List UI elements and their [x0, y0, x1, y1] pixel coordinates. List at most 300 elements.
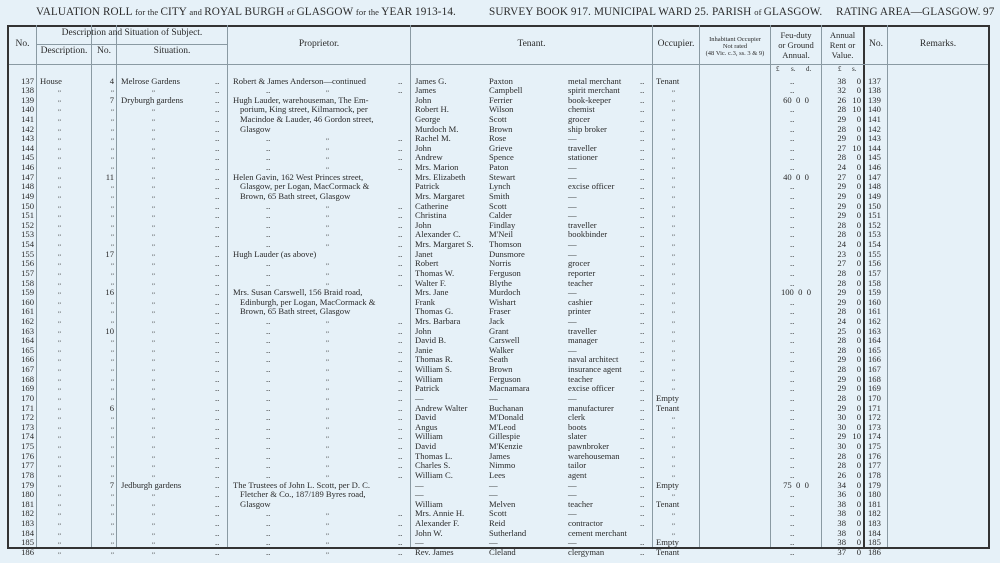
- tenant-first-name: —: [415, 489, 424, 500]
- proprietor-line: Hugh Lauder, warehouseman, The Em-: [233, 94, 369, 105]
- rent-pounds: 24: [837, 239, 846, 250]
- subject-number: 7: [109, 94, 114, 105]
- situation: ,,: [152, 337, 155, 344]
- row-number: 168: [21, 373, 34, 384]
- situation-dots: ..: [215, 152, 220, 163]
- tenant-surname: Ferrier: [489, 94, 513, 105]
- row-number: 155: [21, 248, 34, 259]
- occupation-dots: ..: [640, 229, 645, 240]
- tenant-occupation: book-keeper: [568, 94, 611, 105]
- tenant-first-name: David: [415, 441, 437, 452]
- tenant-surname: M'Kenzie: [489, 441, 523, 452]
- situation-dots: ..: [215, 287, 220, 298]
- rent-pounds: 38: [837, 537, 846, 548]
- rent-line-2: Rent or: [829, 40, 856, 50]
- feu-duty-dots: ..: [790, 258, 795, 269]
- situation-dots: ..: [215, 402, 220, 413]
- situation: ,,: [152, 433, 155, 440]
- tenant-occupation: —: [568, 171, 577, 182]
- subject-number: ,,: [111, 337, 114, 344]
- tenant-surname: Wishart: [489, 296, 516, 307]
- col-desc-group: Description and Situation of Subject.: [61, 28, 203, 38]
- tenant-first-name: Patrick: [415, 383, 440, 394]
- row-number: 163: [21, 325, 34, 336]
- subject-number: ,,: [111, 318, 114, 324]
- tenant-first-name: Mrs. Jane: [415, 287, 449, 298]
- rent-pounds: 38: [837, 498, 846, 509]
- proprietor-dots: ..: [266, 537, 271, 548]
- rent-pounds: 27: [837, 171, 846, 182]
- rent-pounds: 29: [837, 181, 846, 192]
- row-number: 157: [21, 267, 34, 278]
- tenant-surname: Lynch: [489, 181, 511, 192]
- tenant-occupation: teacher: [568, 373, 593, 384]
- row-number: 180: [21, 489, 34, 500]
- tenant-occupation: excise officer: [568, 383, 615, 394]
- situation-dots: ..: [215, 113, 220, 124]
- rent-pounds: 27: [837, 142, 846, 153]
- rent-shillings: 0: [856, 392, 861, 403]
- proprietor-end-dots: ..: [398, 392, 403, 403]
- row-number-right: 178: [868, 469, 881, 480]
- occupier: ,,: [672, 356, 675, 363]
- row-number-right: 167: [868, 364, 881, 375]
- rent-shillings-unit: s.: [852, 65, 857, 73]
- proprietor-ditto: ,,: [326, 202, 329, 209]
- feu-duty-dots: ..: [790, 518, 795, 529]
- proprietor-end-dots: ..: [398, 133, 403, 144]
- feu-duty-dots: ..: [790, 402, 795, 413]
- feu-duty-dots: ..: [790, 123, 795, 134]
- rent-pounds: 29: [837, 287, 846, 298]
- proprietor-ditto: ,,: [326, 394, 329, 401]
- tenant-first-name: Andrew: [415, 152, 443, 163]
- description: ,,: [58, 279, 61, 286]
- tenant-first-name: —: [415, 479, 424, 490]
- tenant-first-name: Andrew Walter: [415, 402, 468, 413]
- occupation-dots: ..: [640, 518, 645, 529]
- situation-dots: ..: [215, 142, 220, 153]
- feu-duty-dots: ..: [790, 421, 795, 432]
- row-number: 158: [21, 277, 34, 288]
- tenant-surname: Grieve: [489, 142, 513, 153]
- subject-number: ,,: [111, 144, 114, 151]
- situation: ,,: [152, 279, 155, 286]
- feu-duty-dots: ..: [790, 527, 795, 538]
- rent-pounds-unit: £: [838, 65, 842, 73]
- row-number-right: 142: [868, 123, 881, 134]
- row-number-right: 154: [868, 239, 881, 250]
- tenant-occupation: warehouseman: [568, 450, 620, 461]
- proprietor-line: Mrs. Susan Carswell, 156 Braid road,: [233, 287, 363, 298]
- row-number-right: 145: [868, 152, 881, 163]
- subject-number: ,,: [111, 87, 114, 94]
- parish: [712, 6, 822, 18]
- table-row: [0, 547, 1000, 558]
- situation-dots: ..: [215, 258, 220, 269]
- row-number-right: 160: [868, 296, 881, 307]
- tenant-surname: Scott: [489, 508, 507, 519]
- proprietor-ditto: ,,: [326, 404, 329, 411]
- tenant-first-name: Robert H.: [415, 104, 449, 115]
- rent-pounds: 30: [837, 421, 846, 432]
- description: ,,: [58, 423, 61, 430]
- row-number-right: 153: [868, 229, 881, 240]
- occupation-dots: ..: [640, 94, 645, 105]
- description: ,,: [58, 548, 61, 555]
- tenant-surname: Blythe: [489, 277, 512, 288]
- row-number: 183: [21, 518, 34, 529]
- tenant-occupation: —: [568, 508, 577, 519]
- subject-number: 11: [105, 171, 114, 182]
- description: ,,: [58, 539, 61, 546]
- situation: ,,: [152, 529, 155, 536]
- title-part: for the: [355, 7, 382, 17]
- proprietor-end-dots: ..: [398, 373, 403, 384]
- description: ,,: [58, 510, 61, 517]
- row-number: 185: [21, 537, 34, 548]
- occupation-dots: ..: [640, 508, 645, 519]
- proprietor-ditto: ,,: [326, 212, 329, 219]
- situation: ,,: [152, 125, 155, 132]
- proprietor-end-dots: ..: [398, 537, 403, 548]
- row-number: 154: [21, 239, 34, 250]
- occupation-dots: ..: [640, 431, 645, 442]
- title-part: CITY: [160, 6, 190, 18]
- situation: ,,: [152, 520, 155, 527]
- row-number-right: 149: [868, 190, 881, 201]
- rent-shillings: 0: [856, 354, 861, 365]
- situation: ,,: [152, 154, 155, 161]
- rent-pounds: 24: [837, 316, 846, 326]
- rent-shillings: 10: [852, 94, 861, 105]
- description: ,,: [58, 520, 61, 527]
- proprietor-dots: ..: [266, 277, 271, 288]
- tenant-surname: Ferguson: [489, 267, 521, 278]
- tenant-first-name: William: [415, 373, 443, 384]
- proprietor-end-dots: ..: [398, 316, 403, 326]
- tenant-first-name: Rachel M.: [415, 133, 451, 144]
- proprietor-dots: ..: [266, 364, 271, 375]
- tenant-first-name: Walter F.: [415, 277, 447, 288]
- description: ,,: [58, 154, 61, 161]
- row-number-right: 174: [868, 431, 881, 442]
- rent-pounds: 28: [837, 277, 846, 288]
- tenant-first-name: John: [415, 142, 432, 153]
- occupier: ,,: [672, 375, 675, 382]
- row-number: 179: [21, 479, 34, 490]
- row-number-right: 172: [868, 412, 881, 423]
- description: House: [40, 75, 62, 86]
- occupation-dots: ..: [640, 354, 645, 365]
- subject-number: ,,: [111, 298, 114, 305]
- occupier: ,,: [672, 462, 675, 469]
- description: ,,: [58, 337, 61, 344]
- subject-number: ,,: [111, 433, 114, 440]
- rent-shillings: 0: [856, 537, 861, 548]
- subject-number: ,,: [111, 462, 114, 469]
- feu-shillings-unit: s.: [791, 65, 796, 73]
- occupation-dots: ..: [640, 85, 645, 96]
- occupier: ,,: [672, 154, 675, 161]
- description: ,,: [58, 202, 61, 209]
- tenant-occupation: —: [568, 489, 577, 500]
- subject-number: ,,: [111, 231, 114, 238]
- tenant-surname: Seath: [489, 354, 509, 365]
- row-number: 138: [21, 85, 34, 96]
- survey-book: SURVEY BOOK 917.: [489, 6, 591, 18]
- proprietor-ditto: ,,: [326, 548, 329, 555]
- proprietor-dots: ..: [266, 412, 271, 423]
- situation-dots: ..: [215, 469, 220, 480]
- description: ,,: [58, 144, 61, 151]
- rent-shillings: 0: [856, 200, 861, 211]
- rent-shillings: 0: [856, 296, 861, 307]
- tenant-first-name: Mrs. Margaret S.: [415, 239, 474, 250]
- row-number: 145: [21, 152, 34, 163]
- row-number: 156: [21, 258, 34, 269]
- tenant-first-name: Mrs. Elizabeth: [415, 171, 466, 182]
- occupier: ,,: [672, 212, 675, 219]
- situation-dots: ..: [215, 94, 220, 105]
- situation-dots: ..: [215, 479, 220, 490]
- row-number: 151: [21, 210, 34, 221]
- description: ,,: [58, 183, 61, 190]
- inhabitant-line-3: (48 Vic. c.3, ss. 3 & 9): [705, 50, 765, 57]
- rent-shillings: 0: [856, 441, 861, 452]
- rent-pounds: 28: [837, 344, 846, 355]
- situation: ,,: [152, 212, 155, 219]
- tenant-first-name: John W.: [415, 527, 443, 538]
- occupation-dots: ..: [640, 489, 645, 500]
- tenant-surname: M'Donald: [489, 412, 524, 423]
- rent-shillings: 0: [856, 85, 861, 96]
- proprietor-ditto: ,,: [326, 269, 329, 276]
- feu-duty: 75 0 0: [783, 479, 809, 490]
- proprietor-end-dots: ..: [398, 325, 403, 336]
- feu-pounds-unit: £: [776, 65, 780, 73]
- situation-dots: ..: [215, 267, 220, 278]
- proprietor-dots: ..: [266, 219, 271, 230]
- proprietor-line: Edinburgh, per Logan, MacCormack &: [240, 296, 376, 307]
- subject-number: ,,: [111, 520, 114, 527]
- tenant-surname: Gillespie: [489, 431, 521, 442]
- inhabitant-line-2: Not rated: [722, 43, 748, 50]
- row-number-right: 179: [868, 479, 881, 490]
- situation-dots: ..: [215, 296, 220, 307]
- row-number: 146: [21, 162, 34, 173]
- occupier: ,,: [672, 241, 675, 248]
- row-number: 177: [21, 460, 34, 471]
- tenant-surname: Findlay: [489, 219, 516, 230]
- tenant-first-name: Alexander C.: [415, 229, 461, 240]
- subject-number: ,,: [111, 192, 114, 199]
- subject-number: ,,: [111, 443, 114, 450]
- description: ,,: [58, 192, 61, 199]
- tenant-first-name: John: [415, 219, 432, 230]
- occupation-dots: ..: [640, 277, 645, 288]
- subject-number: ,,: [111, 106, 114, 113]
- rent-shillings: 0: [856, 489, 861, 500]
- proprietor-ditto: ,,: [326, 471, 329, 478]
- occupation-dots: ..: [640, 113, 645, 124]
- rent-pounds: 38: [837, 527, 846, 538]
- description: ,,: [58, 414, 61, 421]
- tenant-surname: James: [489, 450, 511, 461]
- tenant-occupation: clergyman: [568, 546, 605, 557]
- description: ,,: [58, 250, 61, 257]
- parish-part: of: [754, 7, 764, 17]
- row-number-right: 185: [868, 537, 881, 548]
- tenant-occupation: —: [568, 479, 577, 490]
- tenant-occupation: printer: [568, 306, 591, 317]
- description: ,,: [58, 394, 61, 401]
- tenant-occupation: naval architect: [568, 354, 619, 365]
- situation: ,,: [152, 202, 155, 209]
- row-number-right: 159: [868, 287, 881, 298]
- description: ,,: [58, 87, 61, 94]
- occupation-dots: ..: [640, 441, 645, 452]
- tenant-occupation: —: [568, 344, 577, 355]
- col-subject-no: No.: [97, 46, 111, 56]
- occupation-dots: ..: [640, 402, 645, 413]
- col-description: Description.: [40, 46, 88, 56]
- situation-dots: ..: [215, 162, 220, 173]
- situation: ,,: [152, 356, 155, 363]
- occupier: ,,: [672, 414, 675, 421]
- rent-pounds: 37: [837, 546, 846, 557]
- description: ,,: [58, 443, 61, 450]
- proprietor-dots: ..: [266, 546, 271, 557]
- tenant-surname: Grant: [489, 325, 509, 336]
- occupation-dots: ..: [640, 181, 645, 192]
- description: ,,: [58, 173, 61, 180]
- situation-dots: ..: [215, 210, 220, 221]
- tenant-occupation: slater: [568, 431, 587, 442]
- occupier: ,,: [672, 269, 675, 276]
- feu-duty-dots: ..: [790, 162, 795, 173]
- rent-pounds: 28: [837, 152, 846, 163]
- rent-pounds: 28: [837, 392, 846, 403]
- row-number-right: 173: [868, 421, 881, 432]
- occupier: ,,: [672, 106, 675, 113]
- proprietor-ditto: ,,: [326, 520, 329, 527]
- occupier: ,,: [672, 221, 675, 228]
- proprietor-end-dots: ..: [398, 85, 403, 96]
- tenant-first-name: Thomas R.: [415, 354, 453, 365]
- tenant-occupation: tailor: [568, 460, 587, 471]
- tenant-first-name: Mrs. Annie H.: [415, 508, 465, 519]
- feu-duty-dots: ..: [790, 229, 795, 240]
- subject-number: ,,: [111, 221, 114, 228]
- proprietor-dots: ..: [266, 354, 271, 365]
- tenant-first-name: David: [415, 412, 437, 423]
- occupier: Empty: [656, 392, 679, 403]
- occupier: ,,: [672, 231, 675, 238]
- tenant-occupation: manager: [568, 335, 598, 346]
- row-number-right: 143: [868, 133, 881, 144]
- tenant-occupation: contractor: [568, 518, 603, 529]
- proprietor-end-dots: ..: [398, 412, 403, 423]
- row-number: 164: [21, 335, 34, 346]
- description: ,,: [58, 241, 61, 248]
- description: ,,: [58, 212, 61, 219]
- situation-dots: ..: [215, 392, 220, 403]
- row-number-right: 141: [868, 113, 881, 124]
- municipal-ward: MUNICIPAL WARD 25.: [594, 6, 709, 18]
- feu-duty-dots: ..: [790, 104, 795, 115]
- subject-number: ,,: [111, 183, 114, 190]
- subject-number: ,,: [111, 452, 114, 459]
- tenant-surname: Fraser: [489, 306, 511, 317]
- occupier: ,,: [672, 471, 675, 478]
- occupation-dots: ..: [640, 190, 645, 201]
- situation-dots: ..: [215, 354, 220, 365]
- situation: ,,: [152, 298, 155, 305]
- occupation-dots: ..: [640, 479, 645, 490]
- proprietor-line: Glasgow: [240, 498, 271, 509]
- situation-dots: ..: [215, 306, 220, 317]
- proprietor-ditto: ,,: [326, 539, 329, 546]
- row-number-right: 152: [868, 219, 881, 230]
- row-number-right: 175: [868, 441, 881, 452]
- rent-shillings: 0: [856, 239, 861, 250]
- proprietor-end-dots: ..: [398, 364, 403, 375]
- tenant-first-name: William: [415, 431, 443, 442]
- col-no: No.: [15, 39, 30, 49]
- proprietor-end-dots: ..: [398, 229, 403, 240]
- situation-dots: ..: [215, 489, 220, 500]
- rent-pounds: 28: [837, 104, 846, 115]
- title-part: of: [287, 7, 297, 17]
- subject-number: 17: [105, 248, 114, 259]
- rent-pounds: 26: [837, 469, 846, 480]
- row-number: 182: [21, 508, 34, 519]
- description: ,,: [58, 433, 61, 440]
- rent-shillings: 0: [856, 402, 861, 413]
- rent-shillings: 0: [856, 277, 861, 288]
- rent-shillings: 0: [856, 181, 861, 192]
- feu-duty-dots: ..: [790, 431, 795, 442]
- occupation-dots: ..: [640, 219, 645, 230]
- situation: ,,: [152, 548, 155, 555]
- tenant-occupation: —: [568, 190, 577, 201]
- tenant-surname: Nimmo: [489, 460, 516, 471]
- col-situation: Situation.: [153, 46, 191, 56]
- row-number-right: 164: [868, 335, 881, 346]
- proprietor-dots: ..: [266, 152, 271, 163]
- subject-number: ,,: [111, 164, 114, 171]
- proprietor-dots: ..: [266, 518, 271, 529]
- rent-pounds: 38: [837, 508, 846, 519]
- occupier: ,,: [672, 308, 675, 315]
- occupation-dots: ..: [640, 123, 645, 134]
- feu-duty: 100 0 0: [780, 287, 812, 298]
- tenant-occupation: teacher: [568, 498, 593, 509]
- rent-pounds: 28: [837, 229, 846, 240]
- tenant-occupation: chemist: [568, 104, 595, 115]
- occupier: ,,: [672, 135, 675, 142]
- proprietor-ditto: ,,: [326, 433, 329, 440]
- feu-duty-dots: ..: [790, 210, 795, 221]
- tenant-occupation: ship broker: [568, 123, 607, 134]
- situation: ,,: [152, 414, 155, 421]
- situation-dots: ..: [215, 421, 220, 432]
- tenant-first-name: Thomas L.: [415, 450, 453, 461]
- feu-duty-dots: ..: [790, 181, 795, 192]
- subject-number: ,,: [111, 269, 114, 276]
- rent-shillings: 0: [856, 383, 861, 394]
